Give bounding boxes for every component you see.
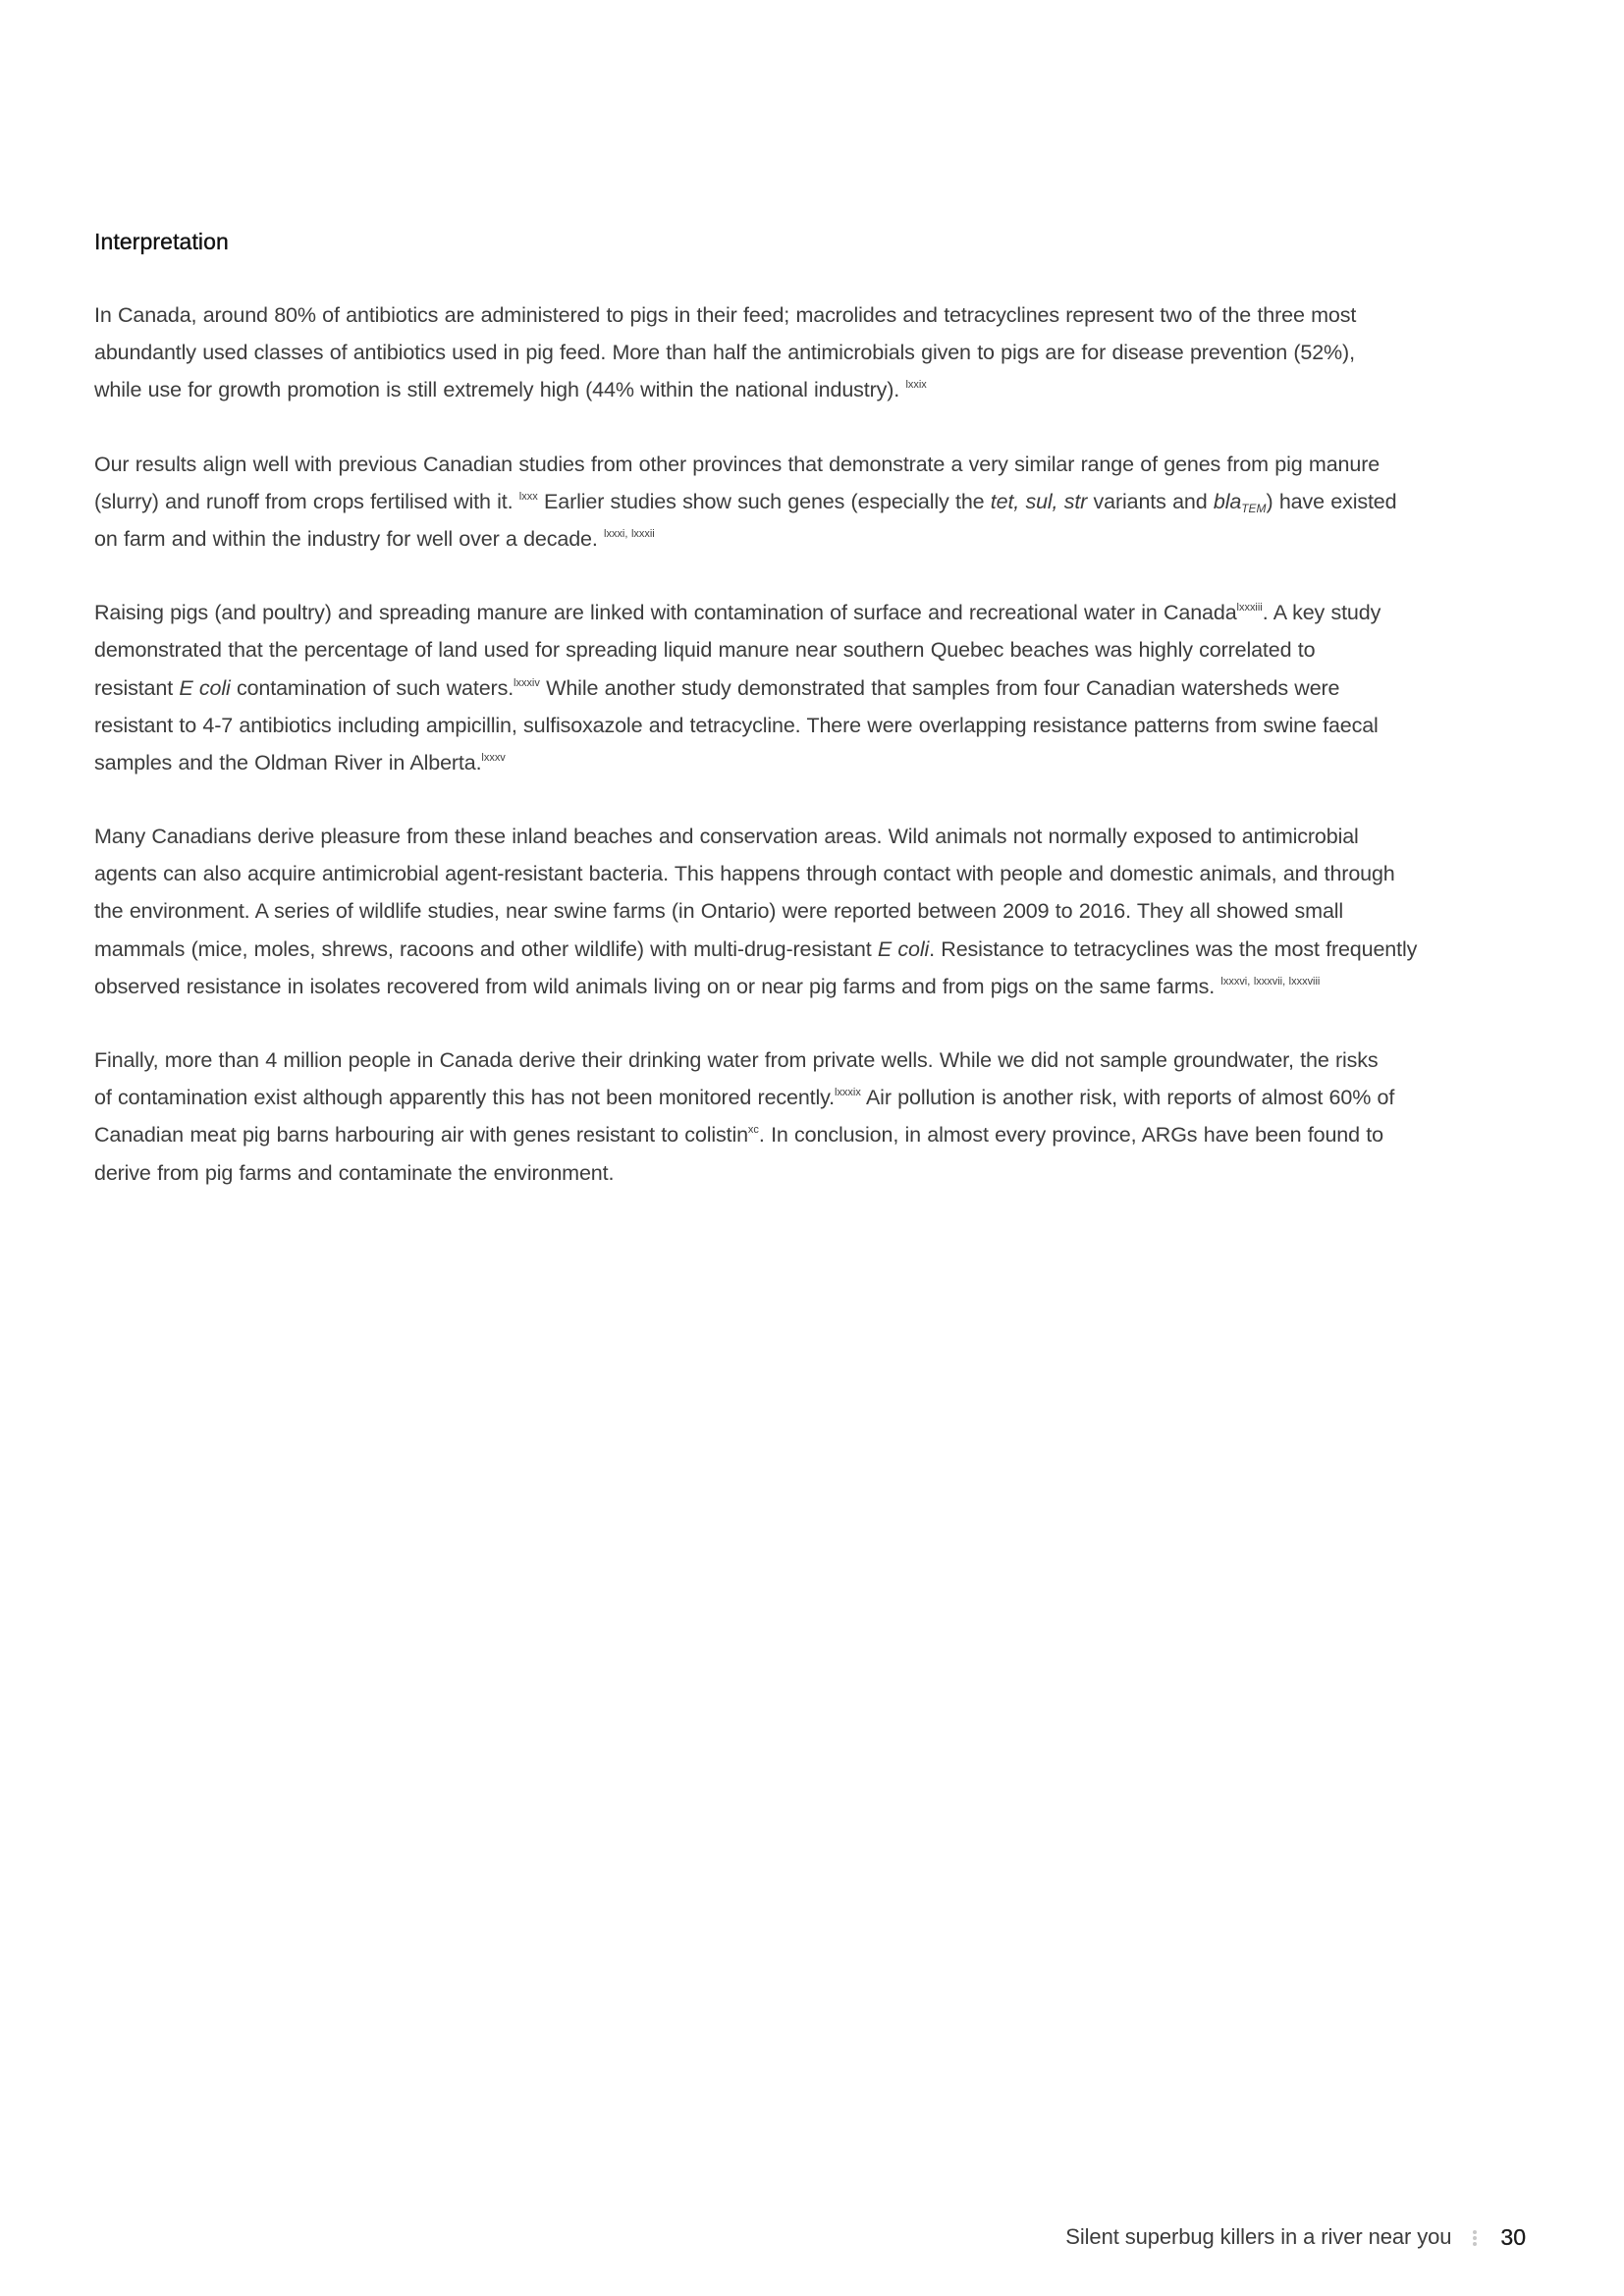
text-line — [94, 707, 1534, 744]
text-run: . In conclusion, in almost every province, ARGs have been found to — [758, 1122, 1383, 1148]
footnote-reference: xc — [747, 1124, 759, 1137]
text-run: ) have existed — [1266, 488, 1397, 513]
italic-text: E coli — [877, 935, 930, 961]
paragraph-1 — [94, 296, 1538, 409]
text-line — [94, 669, 1534, 707]
paragraph-4 — [94, 818, 1538, 1005]
footer-document-title: Silent superbug killers in a river near you — [1065, 2224, 1452, 2249]
text-run: demonstrated that the percentage of land used for spreading liquid manure near southern Quebec beaches was highly correlated to — [94, 637, 1316, 663]
text-run: while use for growth promotion is still extremely high (44% within the national industry). — [94, 377, 906, 402]
text-run: . Resistance to tetracyclines was the most frequently — [929, 935, 1418, 961]
text-run: . A key study — [1262, 600, 1381, 625]
text-run: While another study demonstrated that samples from four Canadian watersheds were — [539, 674, 1340, 700]
text-line — [94, 892, 1534, 930]
text-line — [94, 631, 1534, 668]
text-run: on farm and within the industry for well over a decade. — [94, 525, 605, 551]
text-run: resistant — [94, 674, 180, 700]
text-line — [94, 744, 1534, 781]
text-run: variants and — [1087, 488, 1214, 513]
paragraph-3 — [94, 594, 1538, 781]
footnote-reference: lxxix — [905, 379, 927, 392]
text-line — [94, 855, 1534, 892]
text-run: agents can also acquire antimicrobial agent-resistant bacteria. This happens through contact with people and domestic animals, and through — [94, 861, 1395, 886]
subscript-text: TEM — [1241, 501, 1267, 515]
text-run: derive from pig farms and contaminate the environment. — [94, 1159, 615, 1185]
text-run: mammals (mice, moles, shrews, racoons and other wildlife) with multi-drug-resistant — [94, 935, 878, 961]
text-run: Earlier studies show such genes (especially the — [537, 488, 991, 513]
text-run: Many Canadians derive pleasure from these inland beaches and conservation areas. Wild animals not normally exposed to antimicrobial — [94, 824, 1359, 849]
text-line — [94, 968, 1534, 1005]
text-run: observed resistance in isolates recovered from wild animals living on or near pig farms and from pigs on the same farms. — [94, 973, 1221, 998]
text-line — [94, 446, 1534, 483]
italic-text: bla — [1213, 488, 1242, 513]
text-line — [94, 1079, 1534, 1116]
italic-text: tet, sul, str — [990, 488, 1088, 513]
footnote-reference: lxxxiii — [1236, 602, 1263, 614]
text-line — [94, 334, 1534, 371]
vertical-dots-divider-icon — [1473, 2230, 1477, 2246]
text-line — [94, 1041, 1534, 1079]
text-line — [94, 818, 1534, 855]
text-run: Air pollution is another risk, with reports of almost 60% of — [860, 1085, 1395, 1110]
section-heading: Interpretation — [94, 229, 229, 254]
text-run: Finally, more than 4 million people in Canada derive their drinking water from private wells. While we did not sample groundwater, the risks — [94, 1047, 1379, 1072]
text-run: contamination of such waters. — [230, 674, 514, 700]
divider-dot — [1473, 2242, 1477, 2246]
text-line — [94, 1116, 1534, 1153]
text-run: of contamination exist although apparently this has not been monitored recently. — [94, 1085, 836, 1110]
text-run: abundantly used classes of antibiotics used in pig feed. More than half the antimicrobials given to pigs are for disease prevention (52%), — [94, 340, 1355, 365]
footnote-reference: lxxx — [518, 490, 538, 503]
text-line — [94, 594, 1534, 631]
footnote-reference: lxxxiv — [514, 676, 540, 689]
text-run: the environment. A series of wildlife studies, near swine farms (in Ontario) were reported between 2009 to 2016. They all showed small — [94, 898, 1344, 924]
text-line — [94, 1154, 1534, 1192]
page-footer — [1065, 2222, 1526, 2252]
divider-dot — [1473, 2230, 1477, 2234]
paragraph-2 — [94, 446, 1538, 559]
divider-dot — [1473, 2236, 1477, 2240]
text-line — [94, 371, 1534, 408]
text-run: In Canada, around 80% of antibiotics are administered to pigs in their feed; macrolides and tetracyclines represent two of the three most — [94, 302, 1357, 327]
footnote-reference: lxxxi, lxxxii — [604, 527, 655, 540]
text-run: Canadian meat pig barns harbouring air with genes resistant to colistin — [94, 1122, 748, 1148]
text-line — [94, 931, 1534, 968]
text-run: Our results align well with previous Canadian studies from other provinces that demonstrate a very similar range of genes from pig manure — [94, 451, 1380, 476]
footnote-reference: lxxxvi, lxxxvii, lxxxviii — [1220, 975, 1321, 988]
text-run: samples and the Oldman River in Alberta. — [94, 749, 482, 774]
text-line — [94, 483, 1534, 520]
text-line — [94, 296, 1534, 334]
footnote-reference: lxxxix — [835, 1087, 861, 1099]
text-run: Raising pigs (and poultry) and spreading manure are linked with contamination of surface and recreational water in Canada — [94, 600, 1237, 625]
text-line — [94, 520, 1534, 558]
text-run: (slurry) and runoff from crops fertilised with it. — [94, 488, 519, 513]
italic-text: E coli — [179, 674, 231, 700]
footnote-reference: lxxxv — [481, 751, 506, 764]
body-text — [94, 296, 1538, 1228]
text-run: resistant to 4-7 antibiotics including ampicillin, sulfisoxazole and tetracycline. There were overlapping resistance patterns from swine faecal — [94, 712, 1379, 737]
paragraph-5 — [94, 1041, 1538, 1192]
page-number: 30 — [1500, 2223, 1526, 2250]
